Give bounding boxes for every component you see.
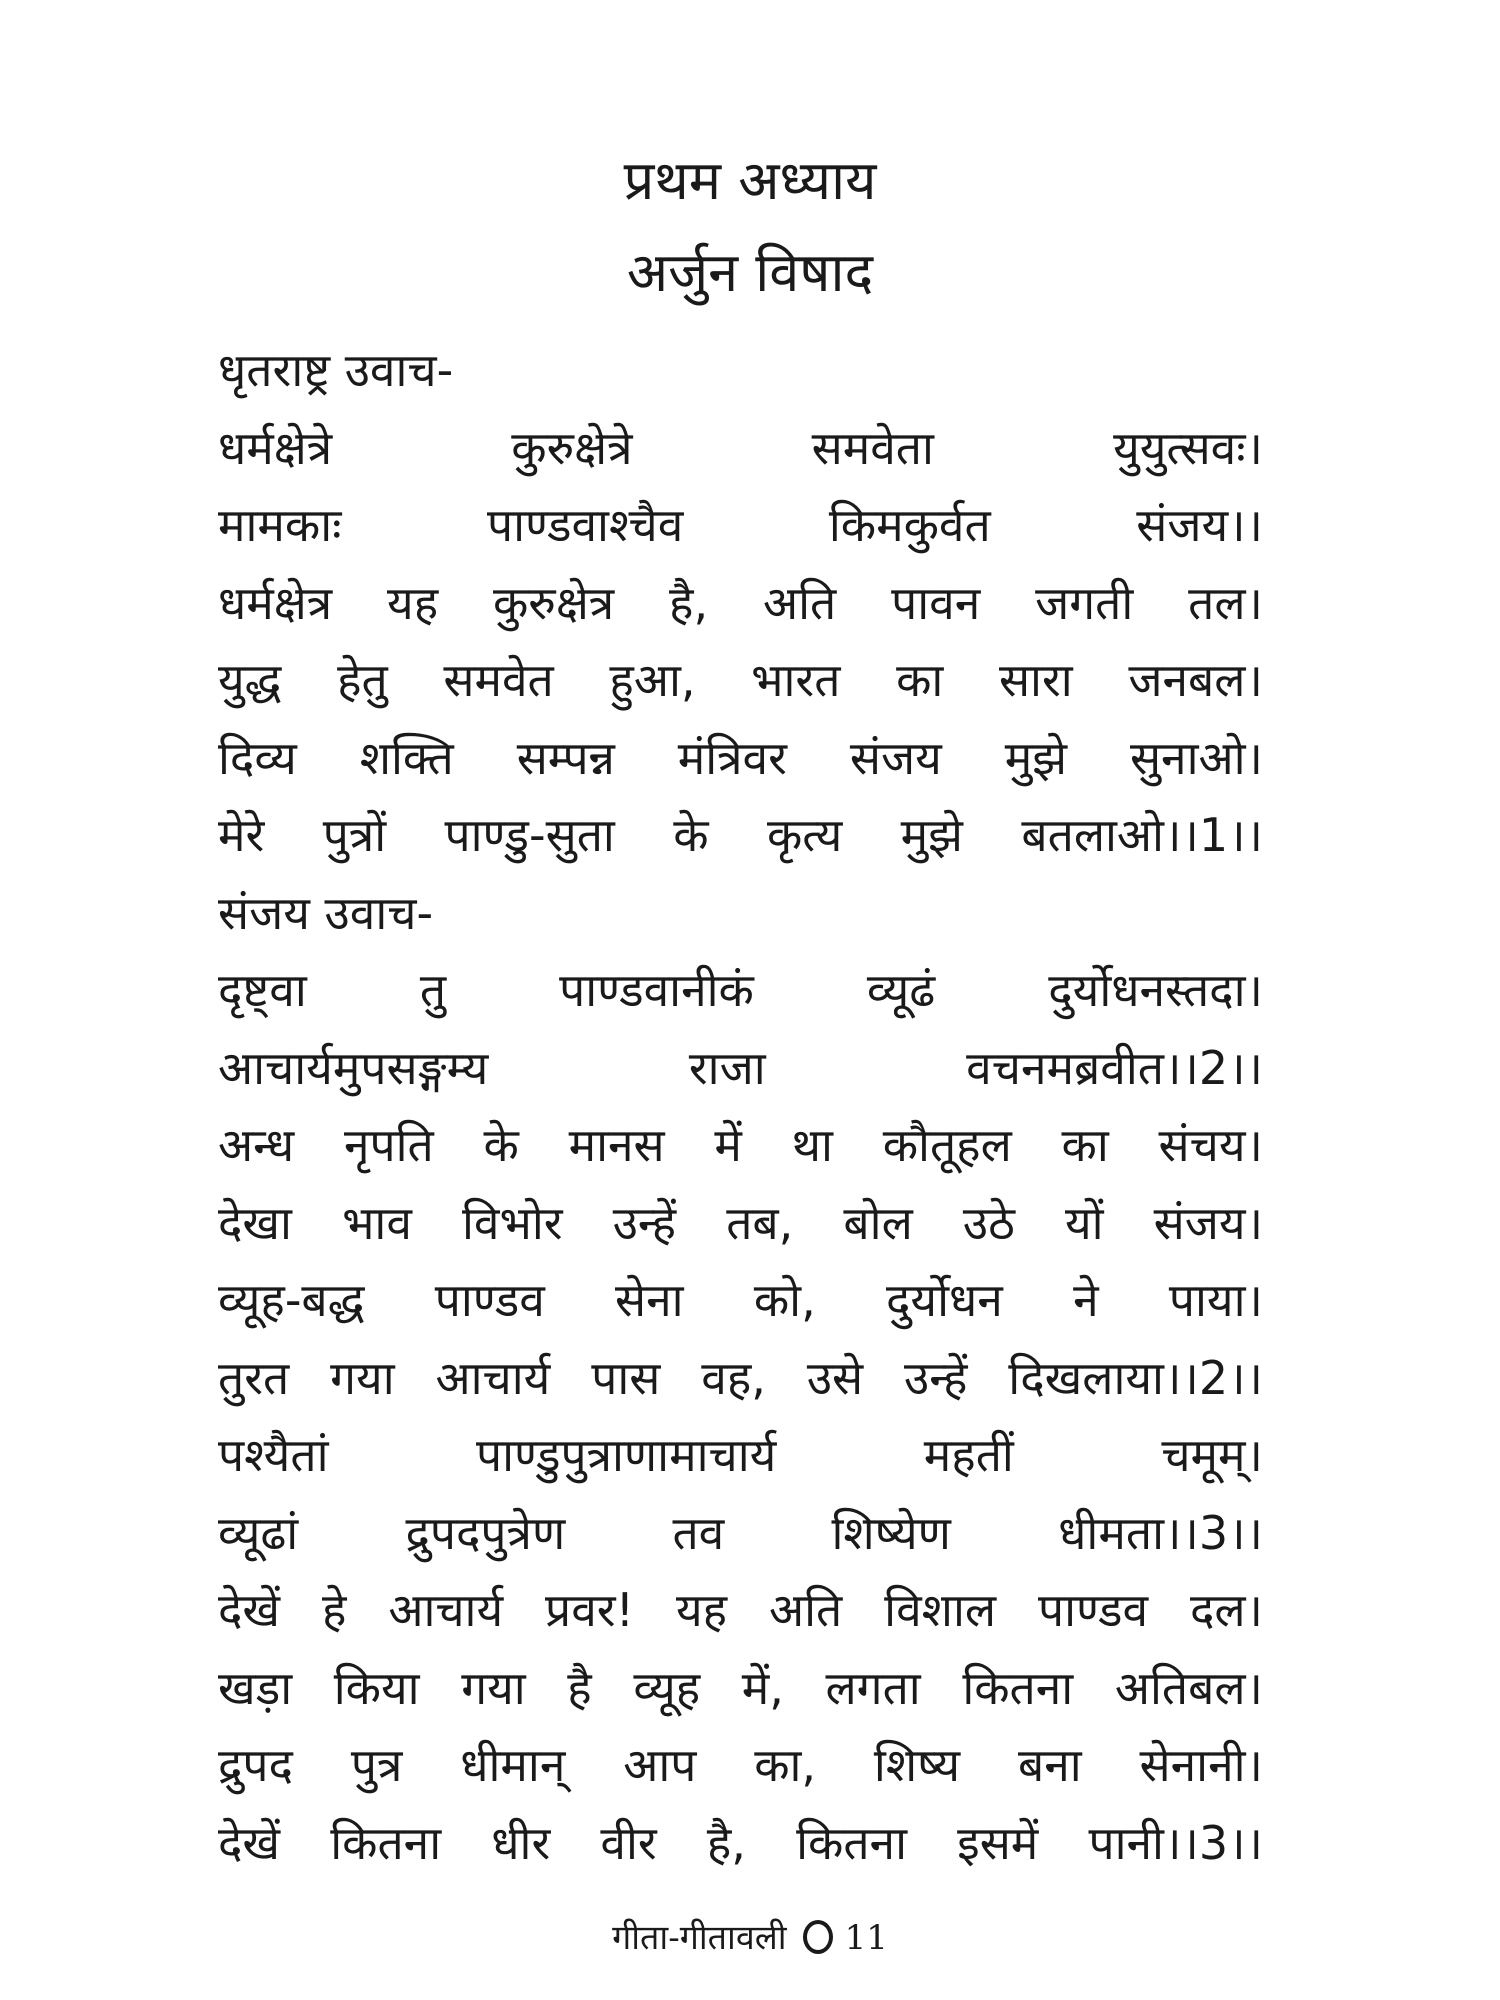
verse-word: धीर <box>491 1816 551 1870</box>
chapter-title: प्रथम अध्याय <box>623 149 877 212</box>
verse-word: का <box>1061 1118 1109 1172</box>
book-title: गीता-गीतावली <box>612 1918 787 1958</box>
verse-word: समवेता <box>811 421 934 475</box>
verse-word: जनबल। <box>1128 653 1263 707</box>
verse-word: सेनानी। <box>1139 1738 1263 1792</box>
verse-word: मंत्रिवर <box>677 731 787 785</box>
speaker-label: संजय उवाच- <box>218 886 434 940</box>
verse-word: सेना <box>615 1273 684 1327</box>
verse-line <box>218 644 1263 716</box>
verse-word: हुआ, <box>609 653 696 707</box>
verse-word: बतलाओ।।1।। <box>1021 808 1263 862</box>
verse-word: में, <box>741 1661 784 1715</box>
verse-word: तव <box>672 1506 725 1560</box>
verse-word: अति <box>768 1583 843 1637</box>
verse-word: तु <box>419 963 447 1017</box>
verse-word: मुझे <box>900 808 963 862</box>
verse-word: कितना <box>330 1816 442 1870</box>
verse-word: शिष्य <box>873 1738 961 1792</box>
verse-word: शिष्येण <box>831 1506 951 1560</box>
verse-word: के <box>483 1118 519 1172</box>
verse-word: बोल <box>843 1196 913 1250</box>
verse-word: कितना <box>796 1816 907 1870</box>
verse-word: पानी।।3।। <box>1088 1816 1263 1870</box>
verse-word: सुनाओ। <box>1129 731 1263 785</box>
verse-word: तब, <box>726 1196 794 1250</box>
verse-word: महतीं <box>923 1428 1014 1482</box>
verse-line <box>218 1419 1263 1491</box>
verse-word: धीमान् <box>460 1738 566 1792</box>
verse-line <box>218 567 1263 639</box>
verse-word: व्यूढं <box>866 963 936 1017</box>
circle-ornament-icon <box>803 1920 833 1954</box>
verse-word: कुरुक्षेत्रे <box>511 421 633 475</box>
verse-word: है, <box>706 1816 746 1870</box>
verse-word: पुत्र <box>350 1738 403 1792</box>
verse-word: विशाल <box>884 1583 997 1637</box>
verse-word: कृत्य <box>766 808 843 862</box>
verse-line <box>218 489 1263 561</box>
verse-word: कौतूहल <box>882 1118 1012 1172</box>
verse-word: देखें <box>218 1816 281 1870</box>
verse-word: मेरे <box>218 808 265 862</box>
verse-word: द्रुपद <box>218 1738 293 1792</box>
verse-word: पाण्डव <box>1037 1583 1149 1637</box>
verse-line <box>218 412 1263 484</box>
verse-word: लगता <box>825 1661 921 1715</box>
verse-word: था <box>791 1118 833 1172</box>
verse-word: उठे <box>962 1196 1015 1250</box>
verse-word: में <box>714 1118 742 1172</box>
verse-word: पश्यैतां <box>218 1428 329 1482</box>
verse-word: उसे <box>806 1351 864 1405</box>
verse-word: आचार्यमुपसङ्गम्य <box>218 1041 489 1095</box>
verse-word: का <box>896 653 944 707</box>
verse-line <box>218 954 1263 1026</box>
verse-word: जगती <box>1035 576 1134 630</box>
verse-word: उन्हें <box>612 1196 677 1250</box>
verse-word: है, <box>669 576 709 630</box>
verse-word: युयुत्सवः। <box>1113 421 1263 475</box>
verse-word: कितना <box>962 1661 1074 1715</box>
verse-word: भाव <box>342 1196 412 1250</box>
verse-word: किमकुर्वत <box>828 498 991 552</box>
verse-line <box>218 1187 1263 1259</box>
verse-word: सम्पन्न <box>516 731 615 785</box>
verse-word: यह <box>387 576 439 630</box>
verse-word: पाण्डुपुत्राणामाचार्य <box>475 1428 777 1482</box>
verse-word: देखें <box>218 1583 281 1637</box>
verse-word: प्रवर! <box>545 1583 635 1637</box>
verse-word: पाण्डु-सुता <box>444 808 615 862</box>
speaker-label: धृतराष्ट्र उवाच- <box>218 343 454 397</box>
verse-line <box>218 1342 1263 1414</box>
verse-word: संजय <box>849 731 942 785</box>
verse-word: पुत्रों <box>322 808 387 862</box>
verse-word: भारत <box>751 653 841 707</box>
verse-word: समवेत <box>443 653 554 707</box>
verse-word: दिव्य <box>218 731 297 785</box>
verse-word: तुरत <box>218 1351 290 1405</box>
verse-word: राजा <box>688 1041 766 1095</box>
verse-line <box>218 1807 1263 1879</box>
verse-word: धीमता।।3।। <box>1058 1506 1263 1560</box>
verse-word: मुझे <box>1004 731 1068 785</box>
verse-line <box>218 1109 1263 1181</box>
verse-word: संजय।। <box>1136 498 1263 552</box>
verse-word: व्यूह-बद्ध <box>218 1273 365 1327</box>
verse-word: आप <box>623 1738 697 1792</box>
verse-word: द्रुपदपुत्रेण <box>405 1506 566 1560</box>
verse-word: पाण्डवानीकं <box>559 963 754 1017</box>
verse-word: वचनमब्रवीत।।2।। <box>966 1041 1263 1095</box>
verse-word: चमूम्। <box>1161 1428 1263 1482</box>
verse-word: उन्हें <box>904 1351 968 1405</box>
verse-word: इसमें <box>957 1816 1039 1870</box>
page-footer <box>0 1913 1500 1963</box>
verse-word: मानस <box>568 1118 665 1172</box>
verse-word: है <box>567 1661 592 1715</box>
verse-word: तल। <box>1188 576 1263 630</box>
verse-word: बना <box>1017 1738 1082 1792</box>
verse-word: यह <box>675 1583 728 1637</box>
verse-word: संजय। <box>1153 1196 1263 1250</box>
verse-word: हे <box>321 1583 347 1637</box>
verse-word: यों <box>1064 1196 1104 1250</box>
verse-line <box>218 1497 1263 1569</box>
verse-word: हेतु <box>337 653 388 707</box>
verse-word: आचार्य <box>435 1351 551 1405</box>
verse-word: अतिबल। <box>1114 1661 1263 1715</box>
verse-word: किया <box>333 1661 420 1715</box>
verse-word: दुर्योधन <box>885 1273 1003 1327</box>
verse-word: पावन <box>891 576 981 630</box>
verse-word: व्यूह <box>633 1661 701 1715</box>
verse-word: वह, <box>701 1351 766 1405</box>
verse-word: दिखलाया।।2।। <box>1008 1351 1263 1405</box>
verse-word: दल। <box>1189 1583 1263 1637</box>
verse-line <box>218 1652 1263 1724</box>
verse-word: युद्ध <box>218 653 282 707</box>
verse-word: गया <box>330 1351 395 1405</box>
verse-word: शक्ति <box>359 731 454 785</box>
verse-word: पास <box>591 1351 661 1405</box>
verse-word: का, <box>754 1738 817 1792</box>
verse-word: व्यूढां <box>218 1506 299 1560</box>
verse-line <box>218 722 1263 794</box>
verse-word: कुरुक्षेत्र <box>492 576 615 630</box>
verse-word: धर्मक्षेत्र <box>218 576 333 630</box>
verse-line <box>218 1032 1263 1104</box>
verse-word: आचार्य <box>388 1583 504 1637</box>
verse-word: खड़ा <box>218 1661 293 1715</box>
verse-word: सारा <box>998 653 1073 707</box>
verse-word: पाण्डवाश्चैव <box>486 498 684 552</box>
verse-word: धर्मक्षेत्रे <box>218 421 333 475</box>
verse-line <box>218 1264 1263 1336</box>
verse-word: को, <box>753 1273 816 1327</box>
verse-word: ने <box>1073 1273 1099 1327</box>
verse-line <box>218 1729 1263 1801</box>
verse-word: विभोर <box>462 1196 563 1250</box>
chapter-subtitle: अर्जुन विषाद <box>626 241 874 304</box>
verse-word: अन्ध <box>218 1118 295 1172</box>
verse-line <box>218 1574 1263 1646</box>
verse-word: अति <box>762 576 837 630</box>
verse-word: मामकाः <box>218 498 342 552</box>
verse-word: नृपति <box>343 1118 434 1172</box>
verse-word: वीर <box>600 1816 657 1870</box>
verse-word: दुर्योधनस्तदा। <box>1048 963 1263 1017</box>
page-number: 11 <box>844 1918 888 1958</box>
verse-word: पाण्डव <box>434 1273 545 1327</box>
verse-line <box>218 799 1263 871</box>
verse-word: के <box>673 808 709 862</box>
verse-word: देखा <box>218 1196 292 1250</box>
verse-word: संचय। <box>1158 1118 1263 1172</box>
verse-word: गया <box>461 1661 526 1715</box>
verse-word: दृष्ट्वा <box>218 963 307 1017</box>
verse-word: पाया। <box>1168 1273 1263 1327</box>
